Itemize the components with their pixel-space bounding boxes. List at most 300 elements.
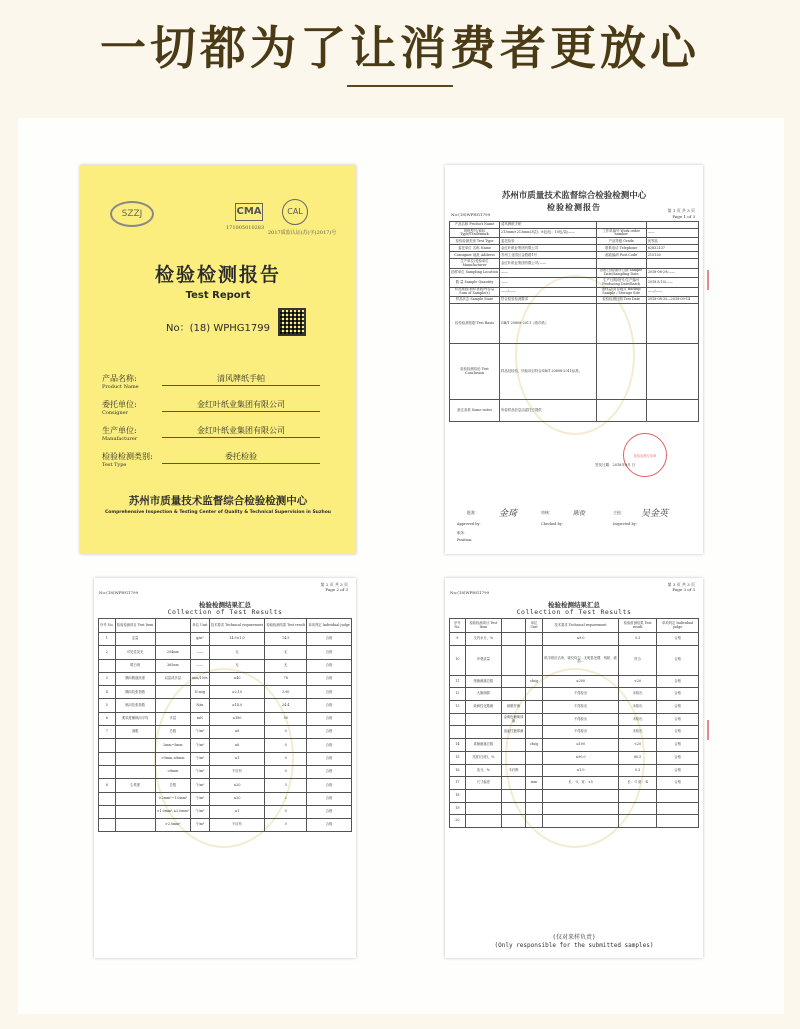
table-cell (450, 726, 466, 739)
column-header: 检验检测项目 Test Item (465, 619, 501, 633)
table-cell: 联系电话 Telephone (596, 245, 646, 252)
table-cell: 不得检出 (543, 688, 619, 701)
column-header: 单项判定 Individual judge (657, 619, 699, 633)
table-cell (502, 802, 526, 815)
table-cell: 纵向抗张指数 (115, 699, 155, 712)
table-cell: 合格 (307, 699, 352, 712)
table-cell: 4 (99, 686, 116, 699)
table-row (99, 633, 352, 646)
table-row (99, 739, 352, 752)
approved-label: 批准： (467, 510, 479, 515)
page3-results-table (449, 618, 699, 828)
headline-underline (347, 85, 453, 87)
table-cell: 无 (265, 659, 307, 672)
column-header (155, 619, 191, 633)
checked-label: 审核： (541, 510, 553, 515)
table-row (99, 819, 352, 832)
column-header: 单位 Unit (525, 619, 542, 633)
footer-cn: (仅对来样负责) (552, 934, 596, 941)
table-cell (525, 815, 542, 828)
table-cell (155, 686, 191, 699)
table-cell: 合格 (307, 819, 352, 832)
table-cell (465, 789, 501, 802)
table-row (450, 259, 699, 268)
table-cell: 合格 (307, 646, 352, 659)
cover-title-en: Test Report (185, 290, 251, 301)
table-row (450, 726, 699, 739)
table-cell: 合格 (307, 752, 352, 765)
table-cell: 3.90 (265, 686, 307, 699)
column-header: 技术要求 Technical requirement (209, 619, 265, 633)
position-en: Position: (457, 538, 473, 542)
table-cell: 横向吸液高度 (115, 672, 155, 685)
table-row (450, 645, 699, 675)
table-cell (525, 789, 542, 802)
table-cell (657, 815, 699, 828)
table-cell: 未检出 (618, 713, 656, 726)
table-cell: 个/m² (191, 765, 210, 778)
table-cell (618, 789, 656, 802)
table-cell: 2 (99, 646, 116, 659)
table-cell (465, 815, 501, 828)
table-cell: 样品经检验，所检项目符合GB/T 20808-2011标准。 (500, 344, 597, 400)
field-label: 生产单位: (102, 426, 137, 435)
table-cell: 合格 (657, 739, 699, 752)
column-header: 序号 No. (99, 619, 116, 633)
table-row (99, 765, 352, 778)
table-row (450, 268, 699, 277)
table-cell: 3 (265, 779, 307, 792)
inspected-en: Inspected by: (613, 522, 637, 526)
table-cell: 不应有 (209, 765, 265, 778)
cal-code: 2017质监认证(苏)字(2017)号 (268, 230, 337, 236)
column-header (502, 619, 526, 633)
table-cell: 合格 (307, 672, 352, 685)
table-cell: ——/—— (646, 287, 698, 296)
table-row (450, 688, 699, 701)
table-cell (646, 400, 698, 422)
table-cell: 5 (99, 699, 116, 712)
table-cell (155, 699, 191, 712)
table-cell: 2 (265, 792, 307, 805)
table-cell: ≤200 (543, 675, 619, 688)
table-cell: <20 (618, 739, 656, 752)
table-cell: 不得检出 (543, 713, 619, 726)
table-cell: ≤180 (209, 712, 265, 725)
table-cell (502, 815, 526, 828)
table-cell: 14.5 (265, 633, 307, 646)
page3-title-cn: 检验检测结果汇总 (548, 601, 600, 609)
qr-code-icon (278, 308, 306, 336)
table-row (450, 287, 699, 296)
approved-en: Approved by: (457, 522, 481, 526)
table-cell: 合格 (307, 633, 352, 646)
table-row (450, 304, 699, 344)
table-cell (646, 259, 698, 268)
table-row (450, 802, 699, 815)
column-header: 技术要求 Technical requirement (543, 619, 619, 633)
table-cell: <20 (618, 675, 656, 688)
table-cell: 符合检验检测要求 (500, 297, 597, 304)
table-cell (155, 633, 191, 646)
table-cell: 0 (265, 819, 307, 832)
checked-signature: 陈俊 (573, 510, 586, 517)
table-row (450, 675, 699, 688)
table-cell (99, 819, 116, 832)
table-cell (99, 765, 116, 778)
table-cell: 木纤维 (502, 764, 526, 777)
table-cell: 2018.8.15/—— (646, 278, 698, 287)
table-cell: 合格 (657, 645, 699, 675)
table-cell: 合格 (307, 659, 352, 672)
table-cell: 合格 (307, 765, 352, 778)
table-cell (99, 659, 116, 672)
table-cell (465, 802, 501, 815)
table-cell: 14 (450, 739, 466, 752)
table-cell: 合格 (307, 726, 352, 739)
inspected-signature: 吴金英 (641, 509, 669, 519)
table-cell (525, 764, 542, 777)
table-cell: 个/m² (191, 779, 210, 792)
table-row (450, 701, 699, 714)
table-header-row (99, 619, 352, 633)
table-cell: 长：-1 宽：-4 (618, 777, 656, 790)
table-cell (646, 304, 698, 344)
table-cell: ≤6 (209, 726, 265, 739)
table-cell: N/m (191, 699, 210, 712)
table-cell: 尘埃度 (115, 779, 155, 792)
table-cell: >1.0mm²,≤2.0mm² (155, 805, 191, 818)
table-header-row (450, 619, 699, 633)
table-row (99, 805, 352, 818)
table-cell (502, 751, 526, 764)
table-cell (525, 802, 542, 815)
table-cell (502, 645, 526, 675)
table-cell: 0 (265, 765, 307, 778)
table-cell (115, 792, 155, 805)
table-row (450, 245, 699, 252)
table-row (450, 739, 699, 752)
table-cell (450, 713, 466, 726)
table-cell (543, 815, 619, 828)
table-cell: 样品基数/抽样基数/库存量 Sum of Sample(s) (450, 287, 500, 296)
table-cell: 工作单编号 Work order number (596, 229, 646, 238)
table-cell: 6 (99, 712, 116, 725)
table-cell: —— (500, 268, 597, 277)
table-cell: 样品状态 Sample State (450, 297, 500, 304)
table-cell: ≤20 (209, 779, 265, 792)
table-cell: 优等品 (646, 238, 698, 245)
table-row (450, 222, 699, 229)
sign-date: 签发日期：2018年9月 日 (595, 463, 636, 467)
table-row (99, 779, 352, 792)
table-cell: 符合 (618, 645, 656, 675)
table-cell: 金黄色葡萄球菌 (502, 713, 526, 726)
table-cell: —— (191, 646, 210, 659)
table-cell: ≤1 (209, 752, 265, 765)
table-cell: 清风牌纸手帕 (500, 222, 597, 229)
table-cell: 1 (99, 633, 116, 646)
table-cell: 2018-08-30—2018-09-14 (646, 297, 698, 304)
table-cell (502, 675, 526, 688)
table-row (450, 400, 699, 422)
table-cell: 大肠菌群 (465, 688, 501, 701)
table-cell (115, 819, 155, 832)
table-cell: >2.0mm² (155, 819, 191, 832)
position-label: 职务： (457, 531, 468, 535)
table-cell: 16 (450, 764, 466, 777)
table-cell: mm/100s (191, 672, 210, 685)
table-cell (596, 400, 646, 422)
table-cell: 无 (209, 659, 265, 672)
table-cell: 合格 (657, 726, 699, 739)
cover-fields (102, 373, 342, 477)
table-cell: cfu/g (525, 675, 542, 688)
table-cell: 柔软度横纵向平均 (115, 712, 155, 725)
table-cell: 8 (99, 779, 116, 792)
table-cell: 检验检测结论 Test Conclusion (450, 344, 500, 400)
table-cell: ≤100 (543, 739, 619, 752)
table-cell: cfu/g (525, 739, 542, 752)
table-cell (502, 739, 526, 752)
table-row (450, 344, 699, 400)
table-cell: g/m² (191, 633, 210, 646)
cover-report-no: No：(18) WPHG1799 (166, 323, 270, 334)
page-en: Page 3 of 3 (672, 587, 695, 593)
table-cell: 个/m² (191, 805, 210, 818)
table-cell: 合格 (657, 688, 699, 701)
table-cell: 溶血性链球菌 (502, 726, 526, 739)
report-cover (80, 165, 356, 554)
table-cell: 0.3 (618, 764, 656, 777)
table-cell (99, 792, 116, 805)
table-cell: 双层或多层 (155, 672, 191, 685)
table-cell (115, 805, 155, 818)
table-row (99, 672, 352, 685)
page1-report-no: No:(18)WPHG1799 (451, 212, 491, 217)
table-cell: 个/m² (191, 752, 210, 765)
table-cell: 定量 (115, 633, 155, 646)
side-stamp-edge (707, 270, 719, 290)
table-cell: 未检出 (618, 726, 656, 739)
table-cell (502, 789, 526, 802)
page3-report-no: No:(18)WPHG1799 (450, 590, 490, 595)
table-cell: 生产单位/受检单位 Manufacturer (450, 259, 500, 268)
table-row (99, 659, 352, 672)
table-row (450, 777, 699, 790)
table-cell: GB/T 20808-2011《纸巾纸》 (500, 304, 597, 344)
table-cell: 检验检测依据 Test Basis (450, 304, 500, 344)
table-row (99, 712, 352, 725)
table-cell (596, 304, 646, 344)
table-cell: 213mm×213mm(3层)；8包/包；10包/袋/—— (500, 229, 597, 238)
table-cell: 亮度(白度)，% (465, 751, 501, 764)
table-cell: 真菌菌落总数 (465, 739, 501, 752)
table-cell: N·m/g (191, 686, 210, 699)
table-cell: 合格 (657, 764, 699, 777)
column-header: 检验检测结果 Test result (618, 619, 656, 633)
cal-logo-icon: CAL (282, 199, 308, 225)
table-cell: 合格 (307, 779, 352, 792)
table-cell: 215126 (646, 252, 698, 259)
table-cell: 横向抗张指数 (115, 686, 155, 699)
report-page-2 (94, 578, 356, 958)
table-cell (525, 726, 542, 739)
table-cell: ≤90.0 (543, 751, 619, 764)
table-cell: 合格 (307, 805, 352, 818)
table-row (99, 686, 352, 699)
szzj-logo-icon: SZZJ (110, 201, 154, 227)
column-header: 单位 Unit (191, 619, 210, 633)
table-cell: 合格 (657, 675, 699, 688)
table-row (99, 752, 352, 765)
table-cell: 2mm~5mm (155, 739, 191, 752)
table-row (450, 297, 699, 304)
table-cell: ≤1.0 (543, 764, 619, 777)
table-cell (657, 789, 699, 802)
cover-title-cn: 检验检测报告 (154, 264, 281, 286)
field-value: 委托检验 (162, 451, 320, 464)
table-row (450, 751, 699, 764)
page2-page-number (321, 582, 348, 592)
column-header: 序号 No. (450, 619, 466, 633)
field-label-en: Consigner (102, 410, 128, 416)
table-row (450, 815, 699, 828)
table-cell: Consigner 地址 Address (450, 252, 500, 259)
table-cell (115, 752, 155, 765)
table-cell: mm (525, 777, 542, 790)
table-cell: 合格 (657, 751, 699, 764)
table-cell: 洞眼 (115, 726, 155, 739)
table-row (99, 699, 352, 712)
table-cell: 总数 (155, 726, 191, 739)
table-cell: 致病性化脓菌 (465, 701, 501, 714)
page-cn: 第 3 页 共 3 页 (667, 582, 695, 587)
table-cell: 7 (99, 726, 116, 739)
table-cell (543, 789, 619, 802)
inspection-stamp-icon: 检验检测专用章 (623, 433, 667, 477)
table-cell: ≥40 (209, 672, 265, 685)
cma-code: 171005010283 (226, 225, 265, 231)
table-cell: 个/m² (191, 792, 210, 805)
page2-report-no: No:(18)WPHG1799 (99, 590, 139, 595)
headline: 一切都为了让消费者更放心 (100, 21, 700, 75)
table-cell (502, 688, 526, 701)
table-cell: 纸巾纸应洁净，皱纹均匀…无明显死褶、残缺、破损… (543, 645, 619, 675)
table-cell: >8mm (155, 765, 191, 778)
table-cell: 生产日期/批号/生产编号 Producing Date/Batch (596, 278, 646, 287)
table-cell: 绿脓杆菌 (502, 701, 526, 714)
table-cell (596, 222, 646, 229)
page3-page-number (668, 582, 695, 592)
table-cell (525, 751, 542, 764)
table-cell: 产品等级 Grade (596, 238, 646, 245)
table-cell: 外观质量 (465, 645, 501, 675)
table-cell: 合格 (307, 686, 352, 699)
table-row (450, 713, 699, 726)
table-cell (115, 765, 155, 778)
page1-title: 苏州市质量技术监督综合检验检测中心 (501, 191, 647, 201)
table-cell (465, 726, 501, 739)
column-header: 检验检测项目 Test Item (115, 619, 155, 633)
table-cell: 14.5±1.0 (209, 633, 265, 646)
table-row (450, 278, 699, 287)
table-cell: 交货水分，% (465, 633, 501, 646)
report-page-1 (445, 165, 703, 554)
table-cell: 抽样日期/抽样日期 Sample Date/Sampling Date (596, 268, 646, 277)
table-cell: 80.5 (618, 751, 656, 764)
page-en: Page 1 of 3 (672, 214, 695, 219)
table-cell: 个/m² (191, 726, 210, 739)
table-cell: 365nm (155, 659, 191, 672)
table-cell: 不得检出 (543, 701, 619, 714)
table-cell: 62832137 (646, 245, 698, 252)
table-cell: 总数 (155, 779, 191, 792)
cover-field (102, 451, 342, 477)
table-cell (646, 344, 698, 400)
table-row (450, 252, 699, 259)
table-cell: 委托单位 名称 Name (450, 245, 500, 252)
field-value: 清风牌纸手帕 (162, 373, 320, 386)
page-cn: 第 2 页 共 3 页 (320, 582, 348, 587)
table-cell: 合格 (657, 633, 699, 646)
table-cell (465, 713, 501, 726)
field-label-en: Manufacturer (102, 436, 138, 442)
table-cell: 合格 (307, 712, 352, 725)
checked-en: Checked by: (541, 522, 563, 526)
table-cell: 检验检测日期 Test Date (596, 297, 646, 304)
cover-field (102, 373, 342, 399)
table-cell: 多层 (155, 712, 191, 725)
table-cell: 苏州工业园区金胜路1号 (500, 252, 597, 259)
table-cell: 邮政编码 Post Code (596, 252, 646, 259)
table-row (99, 726, 352, 739)
table-cell: 合格 (657, 701, 699, 714)
table-cell: 17 (450, 777, 466, 790)
table-cell: 3 (99, 672, 116, 685)
table-cell: 长：-5，宽：±5 (543, 777, 619, 790)
approved-signature: 金琦 (499, 509, 518, 519)
field-label-en: Test Type (102, 462, 127, 468)
table-cell (525, 701, 542, 714)
table-cell (525, 633, 542, 646)
table-cell: >5mm,≤8mm (155, 752, 191, 765)
table-cell: ≥2.10 (209, 686, 265, 699)
table-row (450, 764, 699, 777)
table-row (450, 789, 699, 802)
table-cell: 合格 (307, 792, 352, 805)
table-cell (596, 344, 646, 400)
field-value: 金红叶纸业集团有限公司 (162, 425, 320, 438)
page1-subtitle: 检验检测报告 (547, 202, 601, 212)
table-cell (543, 802, 619, 815)
table-cell (115, 739, 155, 752)
table-row (450, 229, 699, 238)
table-cell: 2018-08-29/—— (646, 268, 698, 277)
table-cell (99, 805, 116, 818)
table-cell (646, 222, 698, 229)
table-cell: 78 (265, 672, 307, 685)
table-cell: 24.4 (265, 699, 307, 712)
page2-title-cn: 检验检测结果汇总 (199, 601, 251, 609)
field-label: 委托单位: (102, 400, 137, 409)
table-cell: 可见性荧光 (115, 646, 155, 659)
table-cell: 规格型号/商标 Type/Trademark (450, 229, 500, 238)
table-cell: 0 (265, 805, 307, 818)
page1-info-table (449, 221, 699, 422)
table-cell: 合格 (657, 777, 699, 790)
table-cell: 0 (265, 752, 307, 765)
